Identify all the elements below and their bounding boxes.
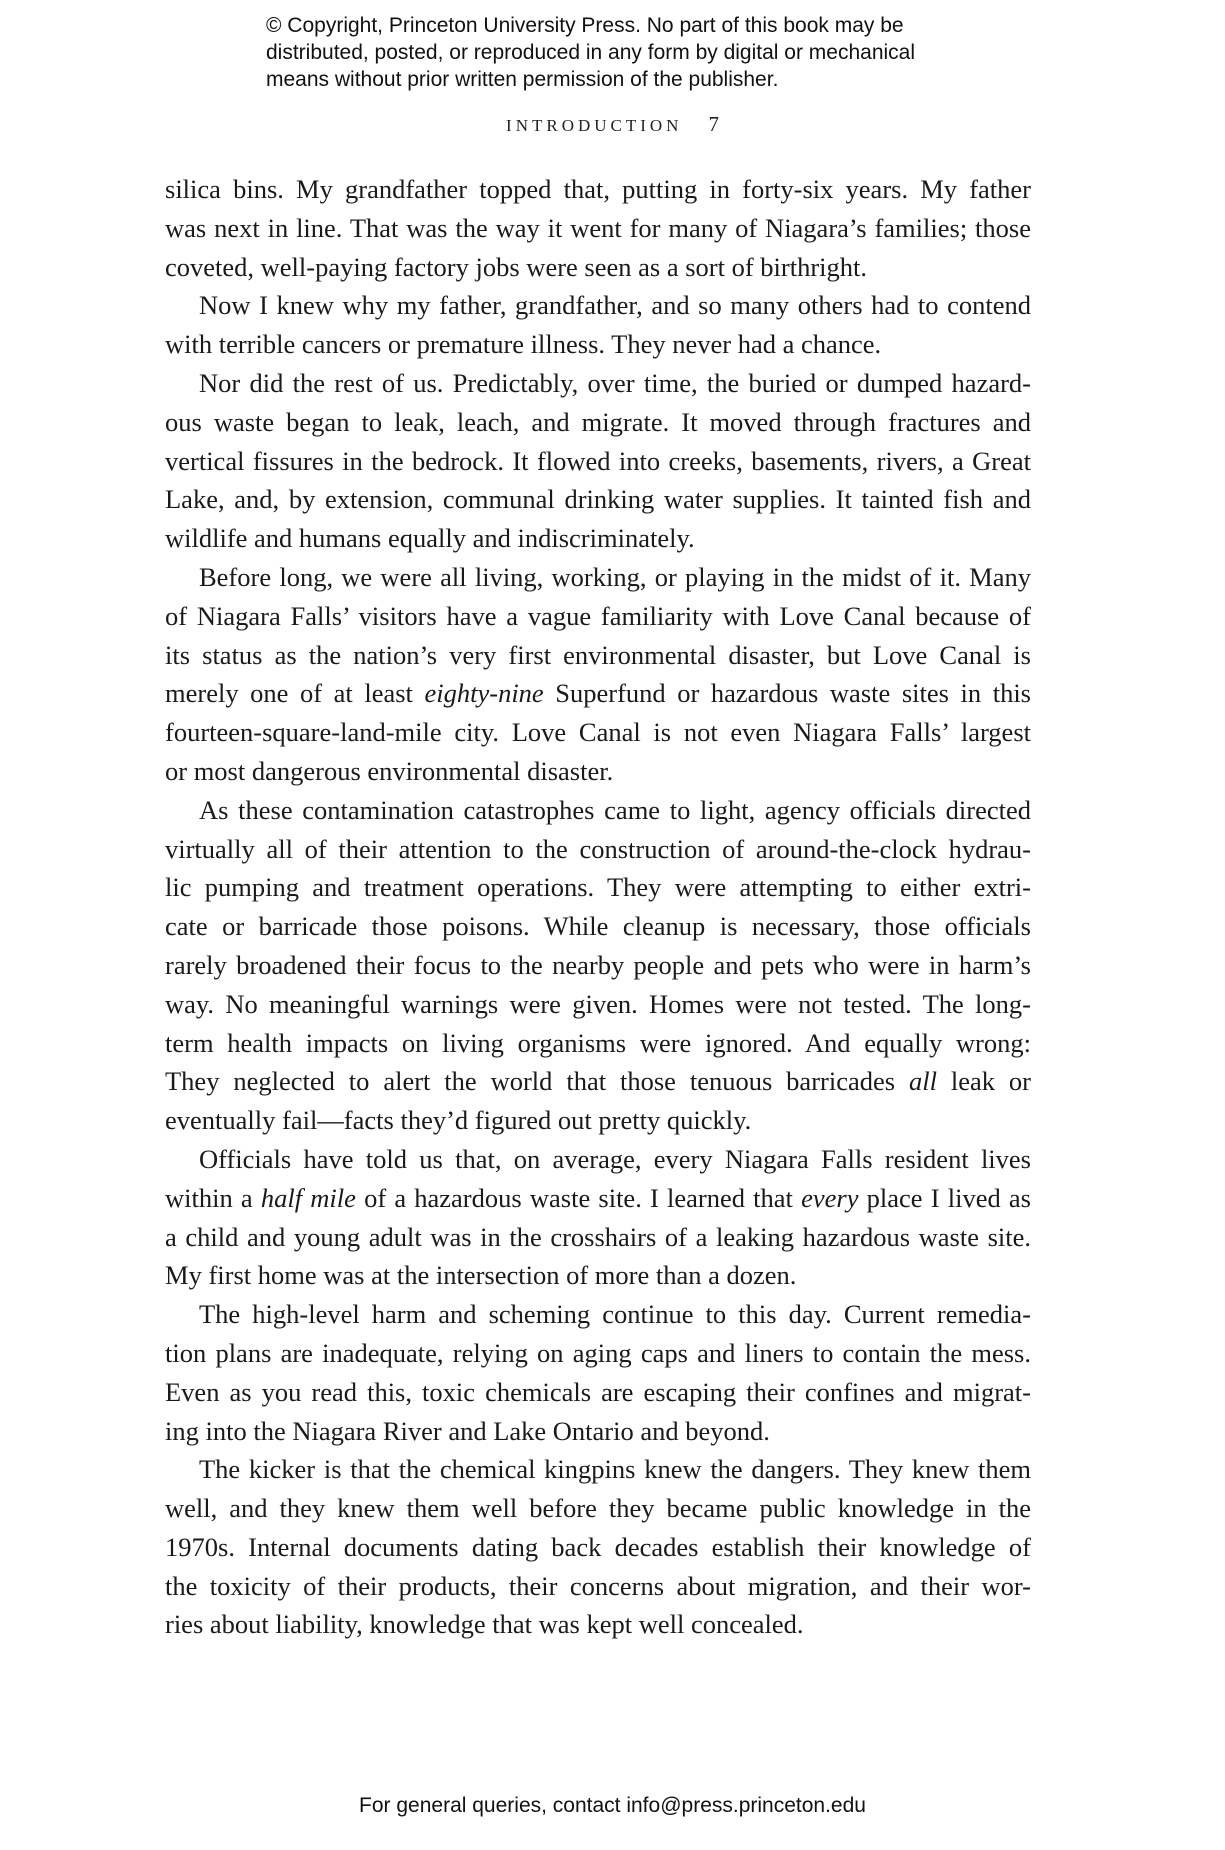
text-line: its status as the nation’s very first environmental disaster, but Love Canal is [165, 639, 1031, 670]
text-line: within a half mile of a hazardous waste site. I learned that every place I lived as [165, 1182, 1031, 1213]
text-line: ing into the Niagara River and Lake Ontario and beyond. [165, 1415, 770, 1446]
text-line: was next in line. That was the way it went for many of Niagara’s families; those [165, 212, 1031, 243]
running-head [0, 112, 1225, 137]
copyright-line: © Copyright, Princeton University Press. No part of this book may be [266, 14, 904, 37]
text-line: of Niagara Falls’ visitors have a vague familiarity with Love Canal because of [165, 600, 1031, 631]
text-line: Officials have told us that, on average, every Niagara Falls resident lives [199, 1143, 1031, 1174]
text-line: with terrible cancers or premature illness. They never had a chance. [165, 329, 882, 360]
text-line: They neglected to alert the world that those tenuous barricades all leak or [165, 1066, 1032, 1097]
text-line: vertical fissures in the bedrock. It flowed into creeks, basements, rivers, a Great [165, 445, 1031, 476]
text-line: cate or barricade those poisons. While cleanup is necessary, those officials [165, 911, 1031, 942]
text-line: virtually all of their attention to the construction of around-the-clock hydrau- [165, 833, 1031, 864]
running-head-section: INTRODUCTION [506, 116, 683, 135]
text-line: rarely broadened their focus to the nearby people and pets who were in harm’s [165, 949, 1031, 980]
text-line: The high-level harm and scheming continue to this day. Current remedia- [199, 1299, 1031, 1330]
text-line: The kicker is that the chemical kingpins knew the dangers. They knew them [199, 1454, 1031, 1485]
text-line: Now I knew why my father, grandfather, and so many others had to contend [199, 290, 1031, 321]
copyright-line: distributed, posted, or reproduced in any form by digital or mechanical [266, 41, 916, 64]
copyright-line: means without prior written permission of the publisher. [266, 68, 779, 91]
text-line: Nor did the rest of us. Predictably, over time, the buried or dumped hazard- [199, 367, 1031, 398]
text-line: ries about liability, knowledge that was kept well concealed. [165, 1609, 804, 1640]
text-line: Even as you read this, toxic chemicals are escaping their confines and migrat- [165, 1376, 1031, 1407]
text-line: My first home was at the intersection of more than a dozen. [165, 1260, 797, 1291]
text-line: ous waste began to leak, leach, and migrate. It moved through fractures and [165, 406, 1031, 437]
text-line: wildlife and humans equally and indiscriminately. [165, 523, 695, 554]
text-line: silica bins. My grandfather topped that, putting in forty-six years. My father [165, 174, 1031, 204]
text-line: lic pumping and treatment operations. They were attempting to either extri- [165, 872, 1031, 903]
body-text [165, 170, 1031, 1644]
page-number: 7 [708, 112, 719, 136]
text-line: term health impacts on living organisms were ignored. And equally wrong: [165, 1027, 1031, 1058]
text-line: fourteen-square-land-mile city. Love Canal is not even Niagara Falls’ largest [165, 717, 1031, 748]
text-line: 1970s. Internal documents dating back decades establish their knowledge of [165, 1531, 1031, 1562]
text-line: the toxicity of their products, their concerns about migration, and their wor- [165, 1570, 1031, 1601]
text-line: coveted, well-paying factory jobs were seen as a sort of birthright. [165, 251, 868, 282]
copyright-notice [266, 12, 1026, 93]
text-line: eventually fail—facts they’d figured out pretty quickly. [165, 1105, 752, 1136]
text-line: Lake, and, by extension, communal drinking water supplies. It tainted fish and [165, 484, 1031, 515]
text-line: As these contamination catastrophes came to light, agency officials directed [199, 794, 1031, 825]
text-line: or most dangerous environmental disaster. [165, 755, 614, 786]
text-line: way. No meaningful warnings were given. Homes were not tested. The long- [165, 988, 1031, 1019]
text-line: merely one of at least eighty-nine Superfund or hazardous waste sites in this [165, 678, 1031, 709]
text-line: Before long, we were all living, working, or playing in the midst of it. Many [199, 561, 1031, 592]
footer-contact: For general queries, contact info@press.princeton.edu [359, 1794, 866, 1817]
text-line: tion plans are inadequate, relying on aging caps and liners to contain the mess. [165, 1337, 1031, 1368]
text-line: a child and young adult was in the crosshairs of a leaking hazardous waste site. [165, 1221, 1031, 1252]
text-line: well, and they knew them well before they became public knowledge in the [165, 1493, 1031, 1524]
